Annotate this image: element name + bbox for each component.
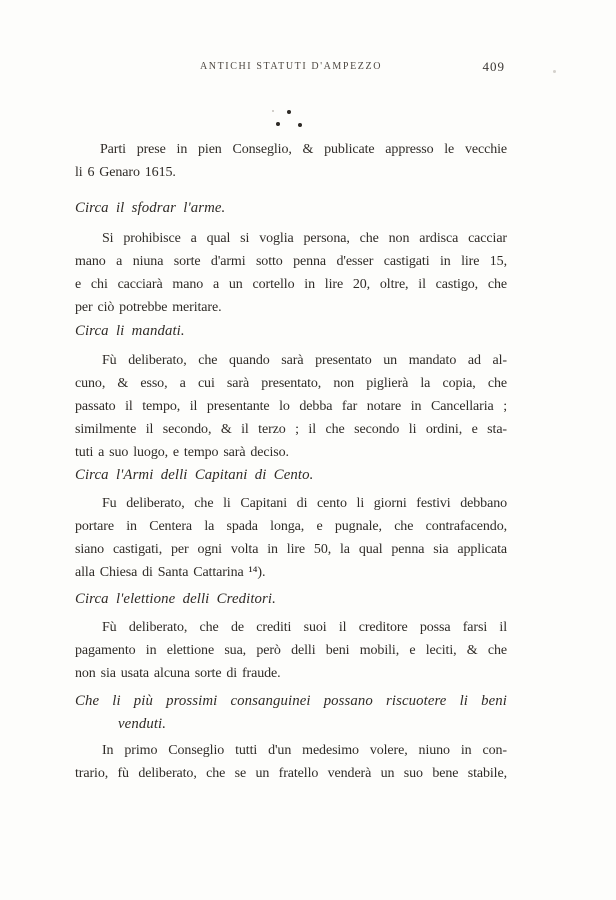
- text-line: pagamento in elettione sua, però delli beni mobili, e leciti, & che: [75, 643, 507, 658]
- text-line: mano a niuna sorte d'armi sotto penna d'esser castigati in lire 15,: [75, 254, 507, 269]
- text-line: siano castigati, per ogni volta in lire 50, la qual penna sia applicata: [75, 542, 507, 557]
- text-line: per ciò potrebbe meritare.: [75, 300, 222, 315]
- text-line: non sia usata alcuna sorte di fraude.: [75, 666, 281, 681]
- section-heading-capitani: [75, 464, 507, 487]
- text-line: trario, fù deliberato, che se un fratello venderà un suo bene stabile,: [75, 766, 507, 781]
- text-line: li 6 Genaro 1615.: [75, 165, 176, 180]
- paragraph-capitani: [75, 492, 507, 584]
- heading-line: Circa il sfodrar l'arme.: [75, 200, 226, 216]
- heading-line: venduti.: [118, 716, 167, 732]
- paragraph-creditori: [75, 616, 507, 685]
- text-line-with-footnote-marker: alla Chiesa di Santa Cattarina ¹⁴).: [75, 565, 266, 580]
- running-title: ANTICHI STATUTI D'AMPEZZO: [199, 61, 383, 72]
- section-heading-consanguinei: [75, 690, 507, 736]
- asterism-dot: [298, 123, 302, 127]
- page-header: [75, 60, 507, 76]
- heading-line: Circa l'elettione delli Creditori.: [75, 591, 276, 607]
- text-line: passato il tempo, il presentante lo debba far notare in Cancellaria ;: [75, 399, 507, 414]
- asterism-dot: [287, 110, 291, 114]
- asterism-dot: [276, 122, 280, 126]
- section-heading-sfodrar: [75, 197, 507, 220]
- text-line: portare in Centera la spada longa, e pugnale, che contrafacendo,: [75, 519, 507, 534]
- paragraph-sfodrar: [75, 227, 507, 319]
- text-line: Parti prese in pien Conseglio, & publicate appresso le vecchie: [100, 142, 507, 157]
- asterism-ornament: [270, 105, 310, 131]
- text-line: Fù deliberato, che de crediti suoi il creditore possa farsi il: [102, 620, 507, 635]
- text-line: e chi cacciarà mano a un cortello in lire 20, oltre, il castigo, che: [75, 277, 507, 292]
- text-line: cuno, & esso, a cui sarà presentato, non piglierà la copia, che: [75, 376, 507, 391]
- text-line: Fù deliberato, che quando sarà presentato un mandato ad al-: [102, 353, 507, 368]
- section-heading-creditori: [75, 588, 507, 611]
- section-heading-mandati: [75, 320, 507, 343]
- heading-line: Che li più prossimi consanguinei possano riscuotere li beni: [75, 693, 507, 709]
- intro-paragraph: [75, 138, 507, 184]
- page-number: 409: [482, 59, 505, 74]
- text-line: In primo Conseglio tutti d'un medesimo volere, niuno in con-: [102, 743, 507, 758]
- text-line: Si prohibisce a qual si voglia persona, che non ardisca cacciar: [102, 231, 507, 246]
- paragraph-mandati: [75, 349, 507, 464]
- scan-speck: [553, 70, 556, 73]
- heading-line: Circa li mandati.: [75, 323, 185, 339]
- heading-line: Circa l'Armi delli Capitani di Cento.: [75, 467, 314, 483]
- text-line: similmente il secondo, & il terzo ; il che secondo li ordini, e sta-: [75, 422, 507, 437]
- text-line: Fu deliberato, che li Capitani di cento li giorni festivi debbano: [102, 496, 507, 511]
- text-line: tuti a suo luogo, e tempo sarà deciso.: [75, 445, 289, 460]
- paragraph-consanguinei: [75, 739, 507, 785]
